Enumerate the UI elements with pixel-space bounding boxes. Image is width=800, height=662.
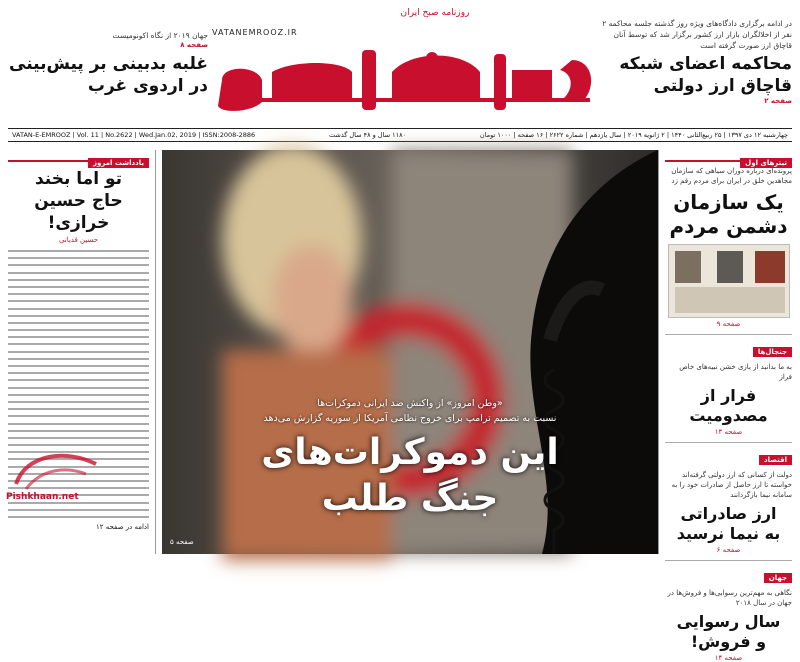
vatan-emrooz-logo-graphic <box>212 40 602 126</box>
column-divider <box>665 442 792 443</box>
left-teaser-headline-2: در اردوی غرب <box>87 76 208 96</box>
story-mosdoomiat[interactable] <box>665 339 792 436</box>
left-teaser-headline-1: غلبه بدبینی بر پیش‌بینی <box>9 54 208 74</box>
story-rosvayi[interactable] <box>665 565 792 662</box>
masthead <box>0 0 800 139</box>
story-sazman[interactable] <box>665 166 792 328</box>
newspaper-logo <box>212 40 602 126</box>
right-section-bar <box>665 150 792 167</box>
main-photo-page-tag: صفحه ۵ <box>170 538 194 546</box>
story-arz-title-2: به نیما نرسید <box>676 524 781 543</box>
main-headline-line-2: جنگ طلب <box>321 478 499 519</box>
story-mosdoomiat-page-tag: صفحه ۱۴ <box>714 428 743 436</box>
story-sazman-title-2: دشمن مردم <box>669 214 788 238</box>
story-arz-title-1: ارز صادراتی <box>680 504 777 523</box>
pishkhaan-watermark-logo <box>6 444 106 498</box>
story-mosdoomiat-title-1: فرار از <box>700 386 757 405</box>
right-teaser[interactable] <box>602 18 792 105</box>
left-section-bar <box>8 150 149 167</box>
story-sazman-kicker: پرونده‌ای درباره دوران سیاهی که سازمان مجاهدین خلق در ایران برای مردم رقم زد <box>671 167 792 185</box>
left-teaser-kicker: جهان ۲۰۱۹ از نگاه اکونومیست <box>112 31 208 40</box>
story-rosvayi-kicker: نگاهی به مهم‌ترین رسوایی‌ها و فروش‌ها در جهان در سال ۲۰۱۸ <box>667 589 792 607</box>
story-rosvayi-title-2: و فروش! <box>690 632 767 651</box>
editorial-continued: ادامه در صفحه ۱۲ <box>96 523 149 532</box>
right-teaser-kicker: در ادامه برگزاری دادگاه‌های ویژه روز گذشته جلسه محاکمه ۲ نفر از اخلالگران بازار ارز کشور برگزار شد که توسط آنان قاچاق ارز صورت گرفته است <box>602 19 792 50</box>
issue-date-persian: چهارشنبه ۱۲ دی ۱۳۹۷ | ۲۵ ربیع‌الثانی ۱۴۴۰ | ۲ ژانویه ۲۰۱۹ | سال یازدهم | شماره ۲۶۲۲ | ۱۶ صفحه | ۱۰۰۰ تومان <box>479 131 788 139</box>
column-divider <box>665 334 792 335</box>
story-arz-page-tag: صفحه ۶ <box>716 546 741 554</box>
main-headline-line-1: این دموکرات‌های <box>261 432 559 473</box>
story-sazman-title-1: یک سازمان <box>673 190 784 214</box>
main-photo-story[interactable] <box>162 150 658 554</box>
main-photo-kicker-line-1: «وطن امروز» از واکنش ضد ایرانی دموکرات‌ها <box>317 398 503 409</box>
editorial-title-2: حاج حسین خرازی! <box>34 191 123 233</box>
issue-info-bar <box>8 128 792 142</box>
story-mosdoomiat-label: جنجال‌ها <box>753 347 792 357</box>
story-rosvayi-label: جهان <box>764 573 792 583</box>
right-teaser-headline-1: محاکمه اعضای شبکه <box>619 54 792 74</box>
main-photo-kicker <box>162 396 658 426</box>
issue-info-latin: VATAN-E-EMROOZ | Vol. 11 | No.2622 | Wed.Jan.02, 2019 | ISSN:2008-2886 <box>12 131 256 139</box>
story-arz-label: اقتصاد <box>759 455 792 465</box>
story-arz[interactable] <box>665 447 792 554</box>
issue-years: ۱۱۸۰ سال و ۴۸ سال گذشت <box>329 131 407 139</box>
watermark-site: Pishkhaan.net <box>6 492 79 502</box>
column-divider <box>665 560 792 561</box>
story-rosvayi-title-1: سال رسوایی <box>676 612 781 631</box>
story-sazman-page-tag: صفحه ۹ <box>716 320 741 328</box>
right-section-label: تیترهای اول <box>740 158 792 168</box>
website-url: VATANEMROOZ.IR <box>212 28 298 37</box>
newspaper-tagline: روزنامه صبح ایران <box>400 8 470 18</box>
left-section-label: یادداشت امروز <box>88 158 149 168</box>
story-arz-kicker: دولت از کسانی که ارز دولتی گرفته‌اند خواسته تا ارز حاصل از صادرات خود را به سامانه نیما بازگردانند <box>671 471 792 499</box>
editorial-title-1: تو اما بخند <box>34 169 122 189</box>
left-teaser[interactable] <box>8 30 208 97</box>
story-rosvayi-page-tag: صفحه ۱۴ <box>714 654 743 662</box>
right-teaser-page-tag: صفحه ۲ <box>764 97 792 105</box>
story-sazman-thumbnail <box>668 244 790 318</box>
main-photo-kicker-line-2: نسبت به تصمیم ترامپ برای خروج نظامی آمریکا از سوریه گزارش می‌دهد <box>263 413 557 424</box>
story-mosdoomiat-kicker: به ما بدانید از بازی خشن نبیه‌های خاص فراز <box>679 363 792 381</box>
right-column <box>658 150 792 662</box>
right-teaser-headline-2: قاچاق ارز دولتی <box>653 76 792 96</box>
story-mosdoomiat-title-2: مصدومیت <box>689 406 768 425</box>
left-teaser-page-tag: صفحه ۸ <box>180 41 208 49</box>
editorial-byline: حسین قدیانی <box>58 236 99 244</box>
